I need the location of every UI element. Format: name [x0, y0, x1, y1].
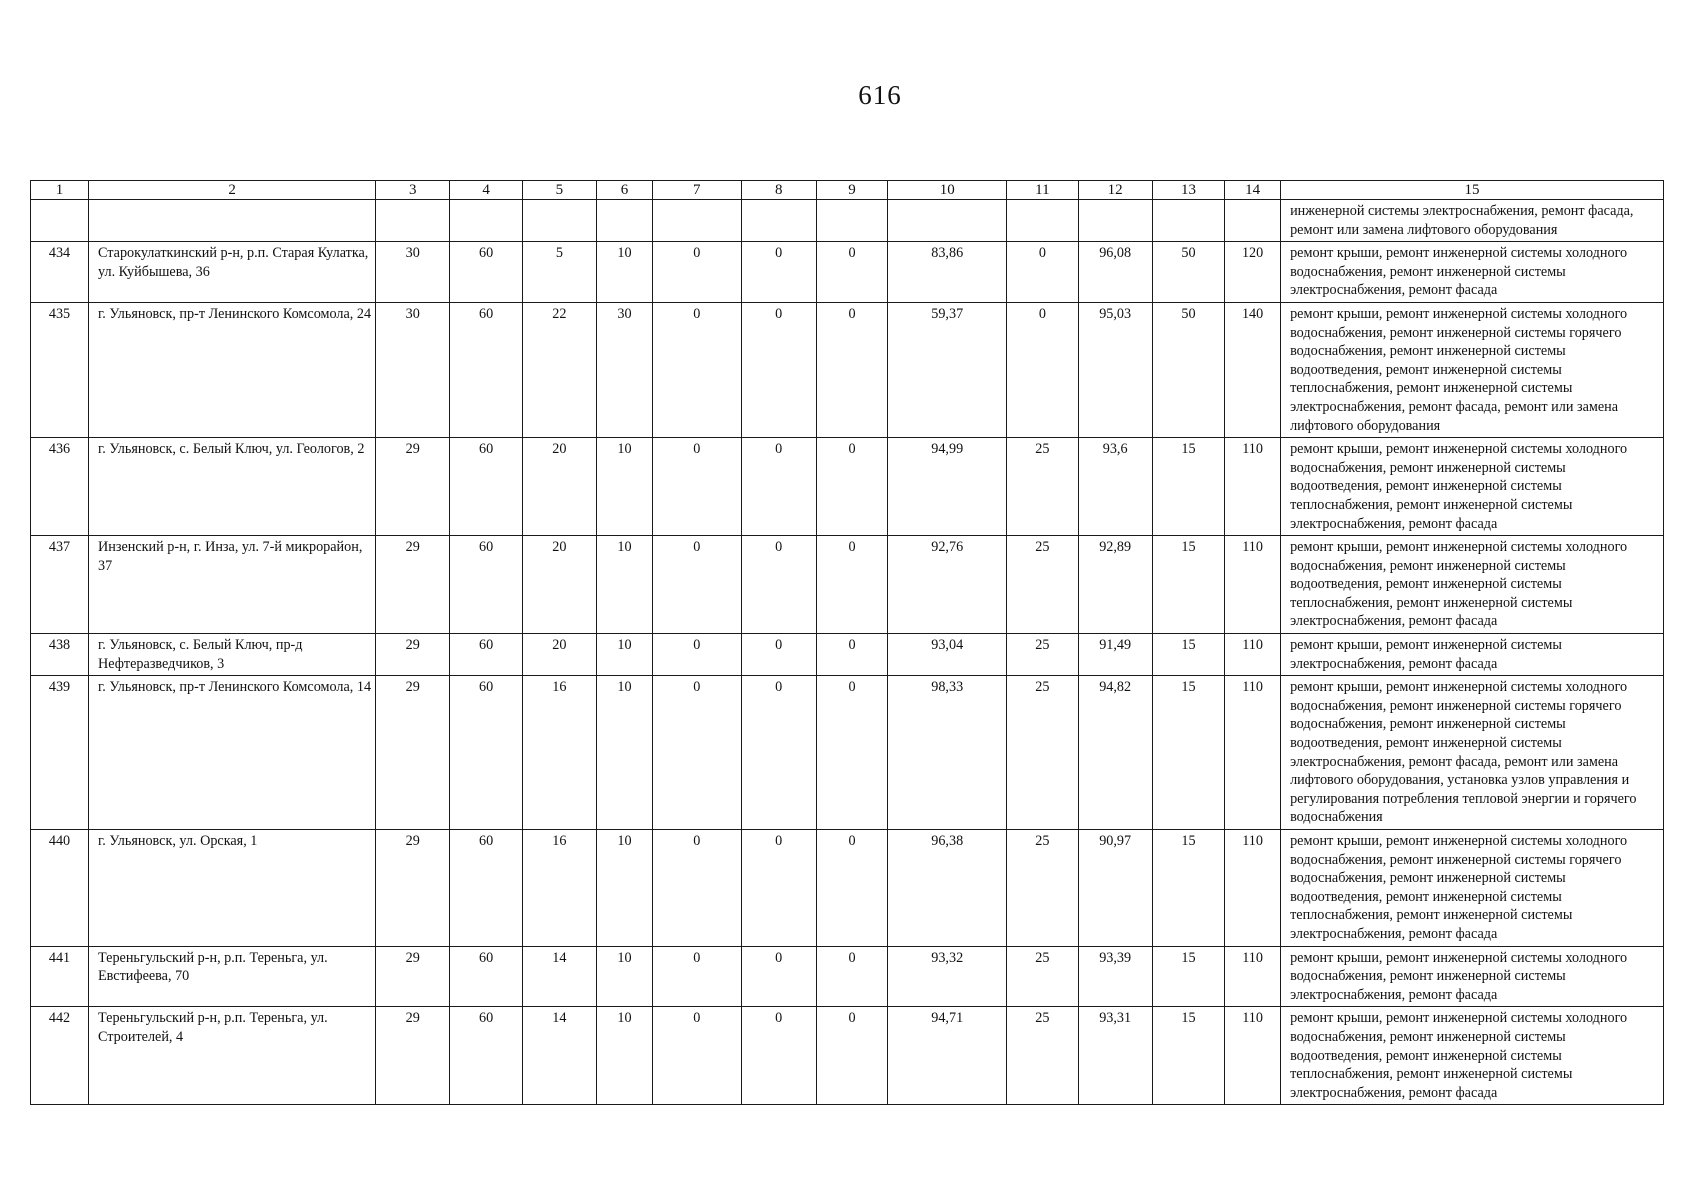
- column-number: 11: [1007, 181, 1078, 200]
- column-number: 15: [1281, 181, 1664, 200]
- value-cell-6: 10: [597, 946, 653, 1007]
- value-cell-4: 60: [450, 830, 522, 947]
- table-row: [31, 676, 1664, 830]
- value-cell-3: [376, 200, 450, 242]
- value-cell-13: 50: [1152, 242, 1224, 303]
- value-cell-3: 29: [376, 830, 450, 947]
- value-cell-5: 16: [522, 676, 596, 830]
- column-number: 2: [89, 181, 376, 200]
- value-cell-3: 30: [376, 242, 450, 303]
- value-cell-12: 93,39: [1078, 946, 1152, 1007]
- value-cell-9: 0: [816, 536, 887, 634]
- value-cell-11: 25: [1007, 946, 1078, 1007]
- value-cell-14: 110: [1225, 946, 1281, 1007]
- value-cell-9: 0: [816, 946, 887, 1007]
- value-cell-4: 60: [450, 438, 522, 536]
- value-cell-14: 140: [1225, 302, 1281, 437]
- value-cell-9: [816, 200, 887, 242]
- works-cell: ремонт крыши, ремонт инженерной системы электроснабжения, ремонт фасада: [1281, 634, 1664, 676]
- value-cell-11: 25: [1007, 536, 1078, 634]
- value-cell-8: 0: [741, 634, 816, 676]
- value-cell-4: 60: [450, 302, 522, 437]
- value-cell-6: 10: [597, 438, 653, 536]
- value-cell-6: 10: [597, 242, 653, 303]
- value-cell-4: 60: [450, 1007, 522, 1105]
- value-cell-14: 110: [1225, 830, 1281, 947]
- value-cell-5: 14: [522, 946, 596, 1007]
- value-cell-7: 0: [653, 634, 742, 676]
- value-cell-5: 16: [522, 830, 596, 947]
- value-cell-8: 0: [741, 536, 816, 634]
- value-cell-10: 93,04: [888, 634, 1007, 676]
- value-cell-3: 29: [376, 1007, 450, 1105]
- value-cell-4: 60: [450, 676, 522, 830]
- row-number-cell: 436: [31, 438, 89, 536]
- value-cell-3: 29: [376, 676, 450, 830]
- address-cell: г. Ульяновск, пр-т Ленинского Комсомола, 14: [89, 676, 376, 830]
- works-cell: ремонт крыши, ремонт инженерной системы холодного водоснабжения, ремонт инженерной системы горячего водоснабжения, ремонт инженерной системы водоотведения, ремонт инженерной системы электроснабжения, ремонт фасада, ремонт или замена лифтового оборудования, установка узлов управления и регулирования потребления тепловой энергии и горячего водоснабжения: [1281, 676, 1664, 830]
- column-number: 6: [597, 181, 653, 200]
- value-cell-6: 10: [597, 830, 653, 947]
- column-number: 10: [888, 181, 1007, 200]
- table-row: [31, 438, 1664, 536]
- row-number-cell: 439: [31, 676, 89, 830]
- row-number-cell: 437: [31, 536, 89, 634]
- table-row: [31, 302, 1664, 437]
- value-cell-6: 10: [597, 676, 653, 830]
- value-cell-14: 110: [1225, 1007, 1281, 1105]
- works-cell: ремонт крыши, ремонт инженерной системы холодного водоснабжения, ремонт инженерной системы электроснабжения, ремонт фасада: [1281, 242, 1664, 303]
- works-cell: ремонт крыши, ремонт инженерной системы холодного водоснабжения, ремонт инженерной системы водоотведения, ремонт инженерной системы теплоснабжения, ремонт инженерной системы электроснабжения, ремонт фасада: [1281, 536, 1664, 634]
- value-cell-10: 98,33: [888, 676, 1007, 830]
- value-cell-5: [522, 200, 596, 242]
- value-cell-3: 29: [376, 634, 450, 676]
- column-number: 5: [522, 181, 596, 200]
- address-cell: Тереньгульский р-н, р.п. Тереньга, ул. Евстифеева, 70: [89, 946, 376, 1007]
- value-cell-8: 0: [741, 1007, 816, 1105]
- value-cell-8: 0: [741, 438, 816, 536]
- works-cell: ремонт крыши, ремонт инженерной системы холодного водоснабжения, ремонт инженерной системы водоотведения, ремонт инженерной системы теплоснабжения, ремонт инженерной системы электроснабжения, ремонт фасада: [1281, 438, 1664, 536]
- address-cell: г. Ульяновск, ул. Орская, 1: [89, 830, 376, 947]
- row-number-cell: 435: [31, 302, 89, 437]
- value-cell-10: 92,76: [888, 536, 1007, 634]
- row-number-cell: 442: [31, 1007, 89, 1105]
- value-cell-12: 96,08: [1078, 242, 1152, 303]
- value-cell-8: [741, 200, 816, 242]
- row-number-cell: 441: [31, 946, 89, 1007]
- value-cell-11: [1007, 200, 1078, 242]
- value-cell-12: 91,49: [1078, 634, 1152, 676]
- column-number-row: [31, 181, 1664, 200]
- value-cell-9: 0: [816, 302, 887, 437]
- value-cell-4: [450, 200, 522, 242]
- value-cell-13: 15: [1152, 676, 1224, 830]
- column-number: 8: [741, 181, 816, 200]
- value-cell-11: 25: [1007, 634, 1078, 676]
- value-cell-9: 0: [816, 438, 887, 536]
- table-row: [31, 1007, 1664, 1105]
- value-cell-13: 15: [1152, 830, 1224, 947]
- value-cell-6: 10: [597, 634, 653, 676]
- value-cell-7: 0: [653, 242, 742, 303]
- works-cell: ремонт крыши, ремонт инженерной системы холодного водоснабжения, ремонт инженерной системы горячего водоснабжения, ремонт инженерной системы водоотведения, ремонт инженерной системы теплоснабжения, ремонт инженерной системы электроснабжения, ремонт фасада: [1281, 830, 1664, 947]
- value-cell-4: 60: [450, 242, 522, 303]
- value-cell-13: [1152, 200, 1224, 242]
- value-cell-10: 94,99: [888, 438, 1007, 536]
- value-cell-13: 15: [1152, 634, 1224, 676]
- value-cell-13: 15: [1152, 536, 1224, 634]
- value-cell-10: 93,32: [888, 946, 1007, 1007]
- value-cell-3: 30: [376, 302, 450, 437]
- value-cell-4: 60: [450, 536, 522, 634]
- value-cell-10: 59,37: [888, 302, 1007, 437]
- column-number: 13: [1152, 181, 1224, 200]
- value-cell-12: 92,89: [1078, 536, 1152, 634]
- value-cell-12: 90,97: [1078, 830, 1152, 947]
- value-cell-7: 0: [653, 1007, 742, 1105]
- value-cell-14: 110: [1225, 536, 1281, 634]
- table-row: [31, 830, 1664, 947]
- works-cell: ремонт крыши, ремонт инженерной системы холодного водоснабжения, ремонт инженерной системы электроснабжения, ремонт фасада: [1281, 946, 1664, 1007]
- page-number: 616: [858, 80, 902, 110]
- value-cell-3: 29: [376, 946, 450, 1007]
- address-cell: Старокулаткинский р-н, р.п. Старая Кулатка, ул. Куйбышева, 36: [89, 242, 376, 303]
- value-cell-12: 93,6: [1078, 438, 1152, 536]
- column-number: 12: [1078, 181, 1152, 200]
- value-cell-7: 0: [653, 536, 742, 634]
- value-cell-11: 25: [1007, 830, 1078, 947]
- table-row: [31, 536, 1664, 634]
- value-cell-8: 0: [741, 242, 816, 303]
- value-cell-13: 15: [1152, 438, 1224, 536]
- value-cell-10: 96,38: [888, 830, 1007, 947]
- value-cell-7: 0: [653, 438, 742, 536]
- value-cell-5: 14: [522, 1007, 596, 1105]
- value-cell-14: 120: [1225, 242, 1281, 303]
- address-cell: г. Ульяновск, с. Белый Ключ, ул. Геологов, 2: [89, 438, 376, 536]
- value-cell-3: 29: [376, 438, 450, 536]
- column-number: 9: [816, 181, 887, 200]
- value-cell-11: 0: [1007, 242, 1078, 303]
- value-cell-7: 0: [653, 946, 742, 1007]
- value-cell-8: 0: [741, 676, 816, 830]
- works-cell: ремонт крыши, ремонт инженерной системы холодного водоснабжения, ремонт инженерной системы водоотведения, ремонт инженерной системы теплоснабжения, ремонт инженерной системы электроснабжения, ремонт фасада: [1281, 1007, 1664, 1105]
- value-cell-4: 60: [450, 946, 522, 1007]
- column-number: 3: [376, 181, 450, 200]
- address-cell: г. Ульяновск, с. Белый Ключ, пр-д Нефтеразведчиков, 3: [89, 634, 376, 676]
- column-number: 7: [653, 181, 742, 200]
- value-cell-11: 0: [1007, 302, 1078, 437]
- value-cell-14: 110: [1225, 676, 1281, 830]
- column-number: 14: [1225, 181, 1281, 200]
- value-cell-4: 60: [450, 634, 522, 676]
- value-cell-7: 0: [653, 676, 742, 830]
- value-cell-14: 110: [1225, 438, 1281, 536]
- row-number-cell: 438: [31, 634, 89, 676]
- address-cell: Тереньгульский р-н, р.п. Тереньга, ул. Строителей, 4: [89, 1007, 376, 1105]
- value-cell-8: 0: [741, 946, 816, 1007]
- value-cell-6: 10: [597, 536, 653, 634]
- address-cell: [89, 200, 376, 242]
- works-cell: инженерной системы электроснабжения, ремонт фасада, ремонт или замена лифтового оборудования: [1281, 200, 1664, 242]
- value-cell-5: 22: [522, 302, 596, 437]
- value-cell-12: 94,82: [1078, 676, 1152, 830]
- value-cell-14: [1225, 200, 1281, 242]
- value-cell-11: 25: [1007, 1007, 1078, 1105]
- value-cell-9: 0: [816, 676, 887, 830]
- value-cell-5: 5: [522, 242, 596, 303]
- value-cell-3: 29: [376, 536, 450, 634]
- value-cell-6: 10: [597, 1007, 653, 1105]
- repair-program-table: [30, 180, 1664, 1105]
- value-cell-9: 0: [816, 830, 887, 947]
- table-row: [31, 200, 1664, 242]
- value-cell-5: 20: [522, 536, 596, 634]
- address-cell: Инзенский р-н, г. Инза, ул. 7-й микрорайон, 37: [89, 536, 376, 634]
- works-cell: ремонт крыши, ремонт инженерной системы холодного водоснабжения, ремонт инженерной системы горячего водоснабжения, ремонт инженерной системы водоотведения, ремонт инженерной системы теплоснабжения, ремонт инженерной системы электроснабжения, ремонт фасада, ремонт или замена лифтового оборудования: [1281, 302, 1664, 437]
- value-cell-9: 0: [816, 1007, 887, 1105]
- value-cell-8: 0: [741, 302, 816, 437]
- value-cell-7: [653, 200, 742, 242]
- value-cell-10: 94,71: [888, 1007, 1007, 1105]
- value-cell-10: [888, 200, 1007, 242]
- row-number-cell: [31, 200, 89, 242]
- value-cell-5: 20: [522, 634, 596, 676]
- value-cell-14: 110: [1225, 634, 1281, 676]
- value-cell-13: 15: [1152, 946, 1224, 1007]
- table-row: [31, 634, 1664, 676]
- value-cell-11: 25: [1007, 676, 1078, 830]
- row-number-cell: 440: [31, 830, 89, 947]
- value-cell-11: 25: [1007, 438, 1078, 536]
- table-row: [31, 242, 1664, 303]
- row-number-cell: 434: [31, 242, 89, 303]
- value-cell-12: [1078, 200, 1152, 242]
- value-cell-6: [597, 200, 653, 242]
- value-cell-9: 0: [816, 242, 887, 303]
- value-cell-13: 15: [1152, 1007, 1224, 1105]
- value-cell-12: 93,31: [1078, 1007, 1152, 1105]
- value-cell-13: 50: [1152, 302, 1224, 437]
- value-cell-8: 0: [741, 830, 816, 947]
- value-cell-10: 83,86: [888, 242, 1007, 303]
- value-cell-6: 30: [597, 302, 653, 437]
- value-cell-9: 0: [816, 634, 887, 676]
- address-cell: г. Ульяновск, пр-т Ленинского Комсомола, 24: [89, 302, 376, 437]
- value-cell-5: 20: [522, 438, 596, 536]
- value-cell-12: 95,03: [1078, 302, 1152, 437]
- column-number: 4: [450, 181, 522, 200]
- value-cell-7: 0: [653, 830, 742, 947]
- value-cell-7: 0: [653, 302, 742, 437]
- column-number: 1: [31, 181, 89, 200]
- table-row: [31, 946, 1664, 1007]
